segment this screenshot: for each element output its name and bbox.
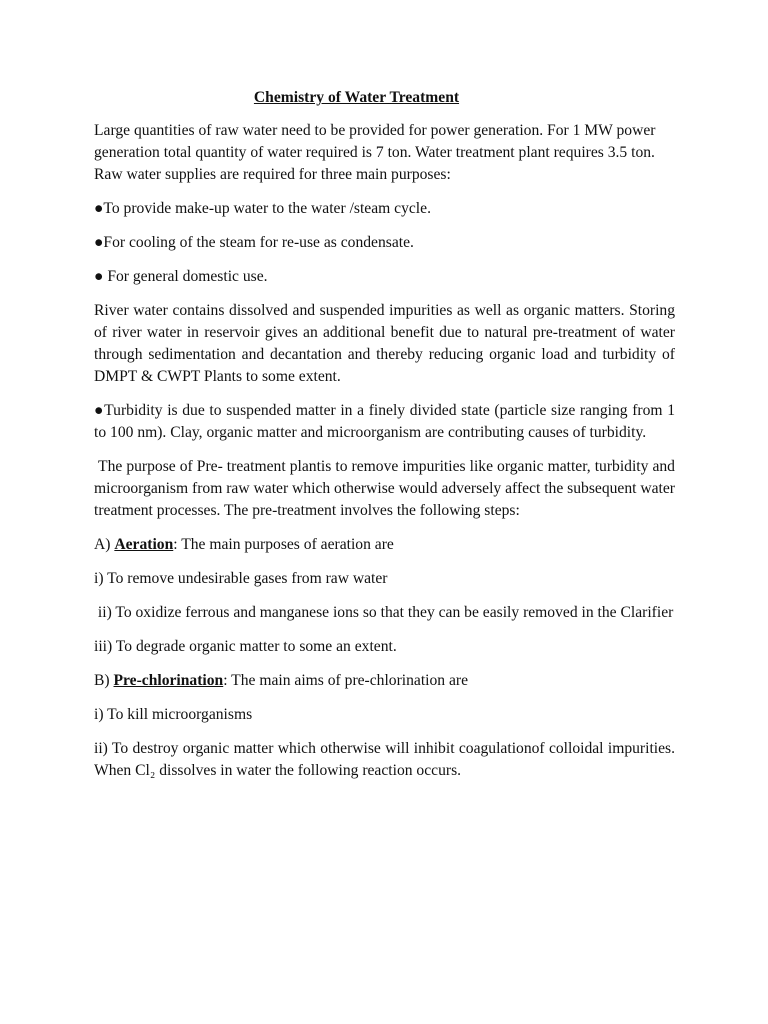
- aeration-prefix: A): [94, 536, 115, 553]
- aeration-item: ii) To oxidize ferrous and manganese ions so that they can be easily removed in the Clarifier: [94, 604, 674, 621]
- purpose-item: ●To provide make-up water to the water /steam cycle.: [94, 200, 431, 217]
- aeration-heading: Aeration: [114, 536, 174, 553]
- prechlorination-suffix: : The main aims of pre-chlorination are: [223, 672, 469, 689]
- pretreatment-paragraph: The purpose of Pre- treatment plantis to remove impurities like organic matter, turbidity and microorganism from raw water which otherwise would adversely affect the subsequent water treatment processes. The pre-treatment involves the following steps:: [94, 458, 679, 519]
- purpose-item: ●For cooling of the steam for re-use as condensate.: [94, 234, 414, 251]
- prechlorination-item: ii) To destroy organic matter which otherwise will inhibit coagulationof colloidal impurities. When Cl₂ dissolves in water the following reaction occurs.: [94, 740, 675, 779]
- document-page: [94, 87, 679, 794]
- purpose-item: ● For general domestic use.: [94, 268, 268, 285]
- aeration-suffix: : The main purposes of aeration are: [173, 536, 394, 553]
- prechlorination-heading: Pre-chlorination: [113, 672, 224, 689]
- prechlorination-prefix: B): [94, 672, 114, 689]
- aeration-heading-line: [94, 534, 675, 556]
- aeration-item: i) To remove undesirable gases from raw water: [94, 570, 388, 587]
- intro-paragraph: Large quantities of raw water need to be provided for power generation. For 1 MW power generation total quantity of water required is 7 ton. Water treatment plant requires 3.5 ton.: [94, 122, 656, 161]
- prechlorination-heading-line: [94, 670, 675, 692]
- document-title: Chemistry of Water Treatment: [253, 89, 460, 106]
- aeration-item: iii) To degrade organic matter to some an extent.: [94, 638, 397, 655]
- prechlorination-item: i) To kill microorganisms: [94, 706, 253, 723]
- river-water-paragraph: River water contains dissolved and suspended impurities as well as organic matters. Storing of river water in reservoir gives an additional benefit due to natural pre-treatment of water through sedimentation and decantation and thereby reducing organic load and turbidity of DMPT & CWPT Plants to some extent.: [94, 302, 675, 385]
- purposes-lead: Raw water supplies are required for three main purposes:: [94, 166, 451, 183]
- turbidity-paragraph: ●Turbidity is due to suspended matter in a finely divided state (particle size ranging from 1 to 100 nm). Clay, organic matter and microorganism are contributing causes of turbidity.: [94, 402, 675, 441]
